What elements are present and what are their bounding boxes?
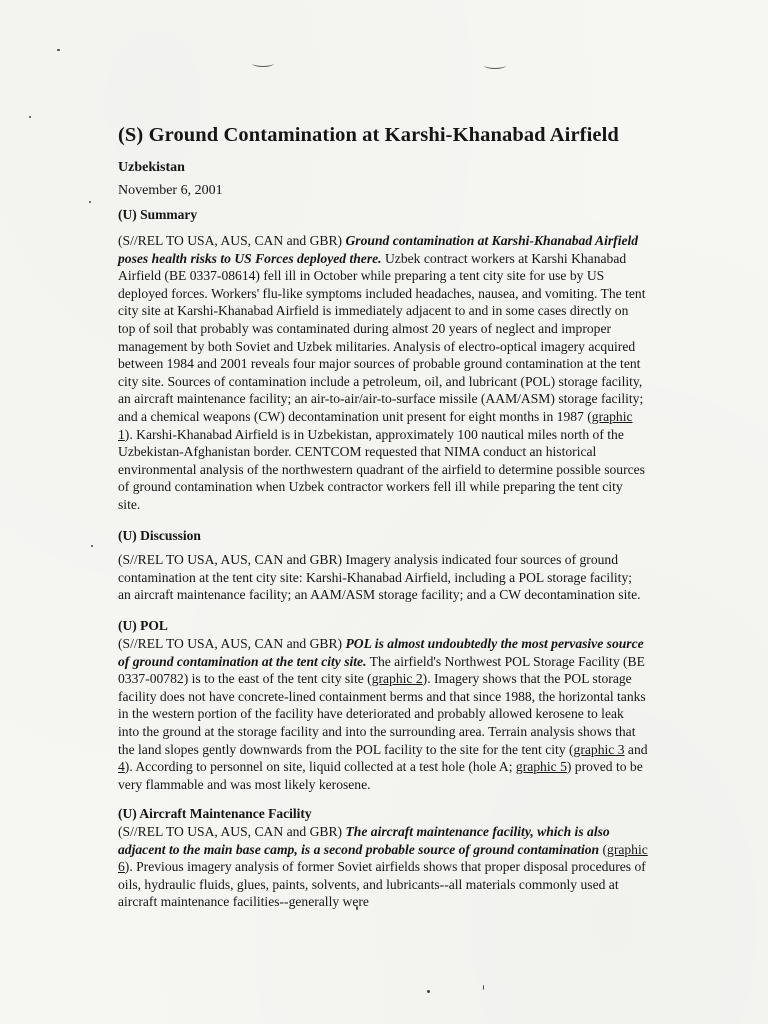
graphic-2-link[interactable]: graphic 2 — [371, 671, 423, 687]
pol-body-cont2: ). According to personnel on site, liquid collected at a test hole (hole A; — [124, 759, 516, 775]
graphic-3-link[interactable]: graphic 3 — [573, 741, 625, 757]
discussion-heading: (U) Discussion — [118, 528, 201, 543]
summary-body-cont: ). Karshi-Khanabad Airfield is in Uzbekistan, approximately 100 nautical miles north of the Uzbekistan-Afghanistan border. CENTCOM requested that NIMA conduct an historical environmental analysis of the northwestern quadrant of the airfield to determine possible sources of ground contamination when Uzbek contractor workers fell ill while preparing the tent city site. — [118, 426, 645, 512]
pol-body-and: and — [624, 741, 648, 757]
pol-marking: (S//REL TO USA, AUS, CAN and GBR) — [118, 636, 343, 651]
pol-body: The airfield's Northwest POL Storage Facility (BE 0337-00782) is to the east of the tent city site ( — [118, 653, 645, 687]
aircraft-marking: (S//REL TO USA, AUS, CAN and GBR) — [118, 824, 343, 839]
scan-speck — [29, 116, 31, 118]
aircraft-body: ( — [599, 841, 608, 857]
scan-speck — [483, 985, 484, 990]
summary-marking: (S//REL TO USA, AUS, CAN and GBR) — [118, 233, 343, 248]
scan-speck — [91, 545, 93, 547]
discussion-paragraph: (S//REL TO USA, AUS, CAN and GBR) Imagery analysis indicated four sources of ground contamination at the tent city site: Karshi-Khanabad Airfield, including a POL storage facility; an aircraft maintenance facility; an AAM/ASM storage facility; and a CW decontamination site. — [118, 552, 641, 603]
aircraft-paragraph — [118, 823, 648, 911]
pol-lead: POL is almost undoubtedly the most pervasive source of ground contamination at the tent city site. — [118, 636, 644, 669]
summary-paragraph — [118, 232, 648, 514]
summary-body: Uzbek contract workers at Karshi Khanabad Airfield (BE 0337-08614) fell ill in October while preparing a tent city site for use by US deployed forces. Workers' flu-like symptoms included headaches, nausea, and vomiting. The tent city site at Karshi-Khanabad Airfield is immediately adjacent to and in some cases directly on top of soil that probably was contaminated during almost 20 years of neglect and improper management by both Soviet and Uzbek militaries. Analysis of electro-optical imagery acquired between 1984 and 2001 reveals four major sources of probable ground contamination at the tent city site. Sources of contamination include a petroleum, oil, and lubricant (POL) storage facility, an aircraft maintenance facility; an air-to-air/air-to-surface missile (AAM/ASM) storage facility; and a chemical weapons (CW) decontamination unit present for eight months in 1987 ( — [118, 250, 646, 424]
pol-heading: (U) POL — [118, 618, 168, 633]
pol-paragraph — [118, 635, 648, 793]
scan-speck — [89, 201, 91, 203]
graphic-4-link[interactable]: 4 — [118, 759, 125, 775]
graphic-6-link[interactable]: graphic 6 — [118, 841, 648, 875]
scan-mark — [252, 60, 274, 67]
graphic-1-link[interactable]: graphic 1 — [118, 408, 633, 442]
aircraft-heading: (U) Aircraft Maintenance Facility — [118, 806, 312, 821]
document-country: Uzbekistan — [118, 160, 185, 175]
document-title: (S) Ground Contamination at Karshi-Khanabad Airfield — [118, 124, 619, 146]
scan-speck — [427, 990, 430, 993]
graphic-5-link[interactable]: graphic 5 — [515, 759, 567, 775]
pol-body-cont: ). Imagery shows that the POL storage facility does not have concrete-lined containment berms and that since 1988, the horizontal tanks in the western portion of the facility have deteriorated and probably allowed kerosene to leak into the ground at the storage facility and into the surrounding area. Terrain analysis shows that the land slopes gently downwards from the POL facility to the site for the tent city ( — [118, 671, 646, 757]
aircraft-body-cont: ). Previous imagery analysis of former Soviet airfields shows that proper disposal procedures of oils, hydraulic fluids, glues, paints, solvents, and lubricants--all materials commonly used at aircraft maintenance facilities--generally were — [118, 859, 646, 910]
scan-speck — [57, 49, 60, 51]
scan-mark — [484, 62, 506, 69]
summary-heading: (U) Summary — [118, 207, 198, 222]
document-date: November 6, 2001 — [118, 183, 223, 198]
aircraft-lead: The aircraft maintenance facility, which is also adjacent to the main base camp, is a second probable source of ground contamination — [118, 824, 610, 857]
summary-lead: Ground contamination at Karshi-Khanabad Airfield poses health risks to US Forces deployed there. — [118, 233, 639, 266]
pol-body-end: ) proved to be very flammable and was most likely kerosene. — [118, 759, 643, 792]
